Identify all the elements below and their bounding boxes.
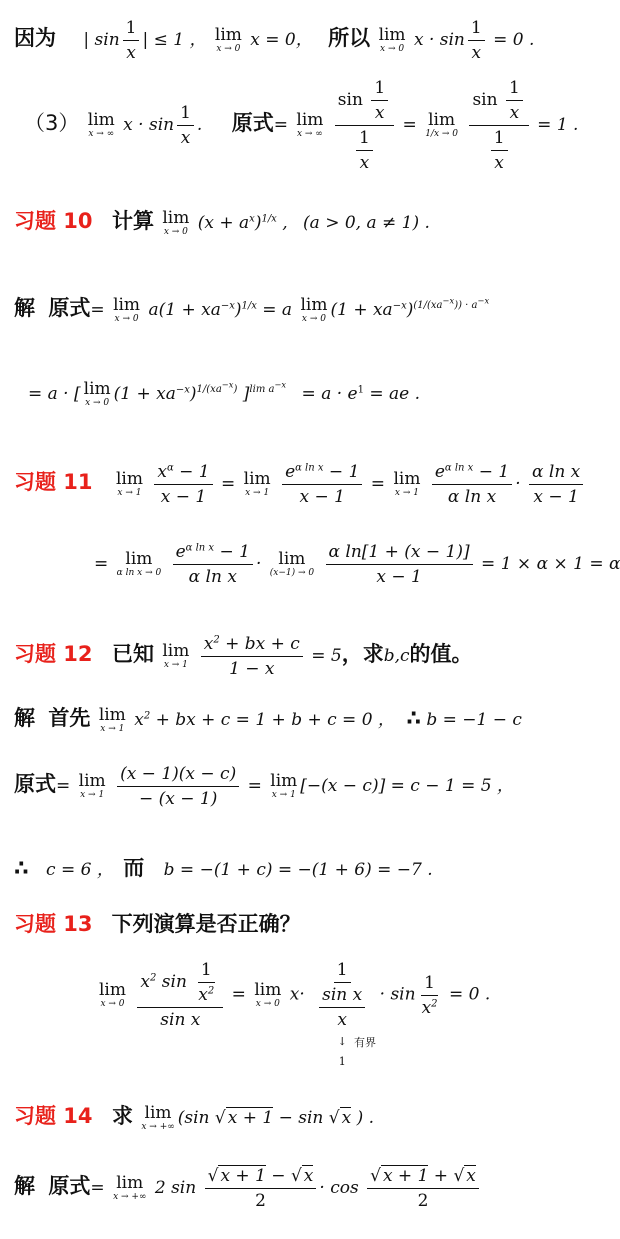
exercise-10: 习题 10 计算 lim x → 0 $(x + a^x)^{1/x}$ , (a > 0, a ≠ 1) . xyxy=(14,208,430,237)
fraction: $\frac{x^2 + bx + c}{1 - x}$ xyxy=(201,634,303,679)
solution-12-line2: 原式= lim x → 1 $\frac{(x - 1)(x - c)}{- (x - 1)}$ = lim x → 1 [−(x − c)] = c − 1 = 5 ， xyxy=(14,764,514,809)
exercise-text: 求 xyxy=(111,1104,133,1128)
limit-operator: lim x → 1 xyxy=(98,705,126,734)
exercise-11-line1: 习题 11 lim x → 1 $\frac{x^\alpha - 1}{x - 1}$ = lim x → 1 $\frac{e^{\alpha ln x} - 1}{x - 1}$ = lim x → 1 $\frac{e^{\alpha ln x} - 1}{\text{α ln x}}$ · $\frac{\text{α ln x}}{x - 1}$ xyxy=(14,462,586,507)
fraction: $\frac{\text{α ln x}}{x - 1}$ xyxy=(529,462,583,507)
exercise-label: 习题 10 xyxy=(14,209,93,233)
first-text: 首先 xyxy=(48,706,91,730)
original-expr-label: 原式 xyxy=(14,772,56,796)
limit-operator: lim x → ∞ xyxy=(296,110,324,139)
fraction: $\frac{1}{x}$ xyxy=(468,18,485,63)
b-value: b = −(1 + c) = −(1 + 6) = −7 . xyxy=(163,860,433,880)
fraction: $\frac{1}{x}$ xyxy=(177,103,194,148)
fraction: $x^2$ sin $\frac{1}{x^2}$ sin x xyxy=(137,960,223,1030)
limit-operator: lim x → 0 xyxy=(300,295,328,324)
therefore-text: 所以 xyxy=(328,26,371,50)
exercise-13 xyxy=(14,908,301,938)
fraction: 1 $\frac{\text{sin x}}{x}$ ↓ 1 xyxy=(313,960,371,1070)
limit-operator: lim x → 0 xyxy=(99,979,126,1009)
exercise-text: 下列演算是否正确？ xyxy=(111,912,301,936)
limit-operator: lim x → 0 xyxy=(83,379,111,408)
fraction: sin $\frac{1}{x}$ $\frac{1}{x}$ xyxy=(469,78,528,173)
exercise-label: 习题 11 xyxy=(14,470,93,494)
result: = 1 × α × 1 = α xyxy=(481,554,620,574)
original-expr-label: 原式 xyxy=(48,296,91,320)
result: = c − 1 = 5 ， xyxy=(390,776,514,796)
limit-operator: lim x → +∞ xyxy=(141,1103,175,1132)
limit-operator: lim x → 0 xyxy=(378,25,406,54)
exercise-label: 习题 12 xyxy=(14,642,93,666)
limit-operator: lim x → 1 xyxy=(78,771,106,800)
limit-operator: lim x → 0 xyxy=(113,295,141,324)
exercise-13-formula: lim x → 0 $x^2$ sin $\frac{1}{x^2}$ sin x = lim x → 0 x· 1 $\frac{\text{sin x}}{x}$ ↓ 1 · sin $\frac{1}{x^2}$ = 0 . 有界 xyxy=(99,960,491,1068)
therefore-symbol: ∴ xyxy=(14,856,29,880)
limit-operator: lim x → 1 xyxy=(162,641,190,670)
limit-operator: lim x → 0 xyxy=(162,208,190,237)
exercise-11-line2: = lim α ln x → 0 $\frac{e^{\alpha ln x} - 1}{\text{α ln x}}$ · lim (x−1) → 0 $\frac{\text{α ln[1 + (x − 1)]}}{x - 1}$ = 1 × α × 1 = α xyxy=(94,542,620,587)
c-value: c = 6 ， xyxy=(46,860,114,880)
limit-operator: lim x → 1 xyxy=(270,771,298,800)
solution-10-line2: = a · [ lim x → 0 $(1 + xa^{-x})^{1/(xa^{-x})}$ ]$^{lim a^{-x}} = a \cdot e^1$ = ae . xyxy=(28,379,421,408)
fraction: $\frac{(x - 1)(x - c)}{- (x - 1)}$ xyxy=(117,764,239,809)
exercise-label: 习题 14 xyxy=(14,1104,93,1128)
solution-marker: 解 xyxy=(14,1174,35,1198)
part-number: （3） xyxy=(24,111,80,135)
limit-operator: lim 1/x → 0 xyxy=(425,110,459,139)
condition: (a > 0, a ≠ 1) xyxy=(303,213,420,233)
and-text: 而 xyxy=(123,856,145,880)
fraction: $\frac{e^{\alpha ln x} - 1}{\text{α ln x}}$ xyxy=(432,462,512,507)
limit-operator: lim x → 0 xyxy=(214,25,242,54)
exercise-text: 计算 xyxy=(111,209,154,233)
solution-12-line1: 解 首先 lim x → 1 $x^2$ + bx + c = 1 + b + c = 0 ， ∴ b = −1 − c xyxy=(14,705,522,734)
limit-operator: lim x → +∞ xyxy=(113,1173,147,1202)
limit-operator: lim α ln x → 0 xyxy=(116,549,162,578)
solution-10-line1: 解 原式= lim x → 0 $a(1 + xa^{-x})^{1/x} = a$ lim x → 0 $(1 + xa^{-x})^{(1/(xa^{-x})) \cdot a^{-x}}$ xyxy=(14,295,490,324)
fraction: $\frac{e^{\alpha ln x} - 1}{\text{α ln x}}$ xyxy=(173,542,253,587)
limit-operator: lim (x−1) → 0 xyxy=(269,549,315,578)
limit-operator: lim x → 1 xyxy=(243,469,271,498)
limit-operator: lim x → 0 xyxy=(254,979,282,1009)
fraction: $\frac{1}{x}$ xyxy=(123,18,140,63)
limit-operator: lim x → 1 xyxy=(393,469,421,498)
exercise-text: 已知 xyxy=(111,642,154,666)
solution-14: 解 原式= lim x → +∞ 2 sin $\frac{√ x + 1 - √ x}{2}$ · cos $\frac{√ x + 1 + √ x}{2}$ xyxy=(14,1166,482,1211)
because-text: 因为 xyxy=(14,26,56,50)
limit-operator: lim x → 1 xyxy=(115,469,143,498)
solution-marker: 解 xyxy=(14,296,35,320)
fraction: $\frac{e^{\alpha ln x} - 1}{x - 1}$ xyxy=(282,462,362,507)
solution-marker: 解 xyxy=(14,706,35,730)
fraction: $\frac{x^\alpha - 1}{x - 1}$ xyxy=(154,462,212,507)
exercise-14: 习题 14 求 lim x → +∞ (sin √ x + 1 − sin √ x ) . xyxy=(14,1103,375,1132)
original-expr-label: 原式 xyxy=(48,1174,91,1198)
bounded-note: 有界 xyxy=(354,1036,376,1049)
exercise-label: 习题 13 xyxy=(14,912,93,936)
fraction: $\frac{\text{α ln[1 + (x − 1)]}}{x - 1}$ xyxy=(326,542,473,587)
b-expression: b = −1 − c xyxy=(426,710,522,730)
conclusion-12 xyxy=(14,852,433,882)
fraction: $\frac{√ x + 1 + √ x}{2}$ xyxy=(367,1166,479,1211)
exercise-text: ，求 xyxy=(341,642,384,666)
therefore-symbol: ∴ xyxy=(406,706,421,730)
exercise-text: 的值。 xyxy=(409,642,473,666)
limit-operator: lim x → ∞ xyxy=(87,110,115,139)
fraction: $\frac{√ x + 1 - √ x}{2}$ xyxy=(205,1166,317,1211)
line-because: 因为 | sin $\frac{1}{x}$ | ≤ 1 ， lim x → 0 x = 0， 所以 lim x → 0 x · sin $\frac{1}{x}$ = 0 . xyxy=(14,18,535,63)
fraction: sin $\frac{1}{x}$ $\frac{1}{x}$ xyxy=(335,78,394,173)
fraction: $\frac{1}{x^2}$ xyxy=(421,972,438,1018)
original-expr-label: 原式 xyxy=(231,111,274,135)
variables: b,c xyxy=(383,646,410,666)
line-part-3: （3） lim x → ∞ x · sin $\frac{1}{x}$ . 原式= lim x → ∞ sin $\frac{1}{x}$ $\frac{1}{x}$ = lim 1/x → 0 sin $\frac{1}{x}$ $\frac{1}{x}$ = 1 . xyxy=(24,78,579,173)
exercise-12: 习题 12 已知 lim x → 1 $\frac{x^2 + bx + c}{1 - x}$ = 5，求b,c的值。 xyxy=(14,634,473,679)
